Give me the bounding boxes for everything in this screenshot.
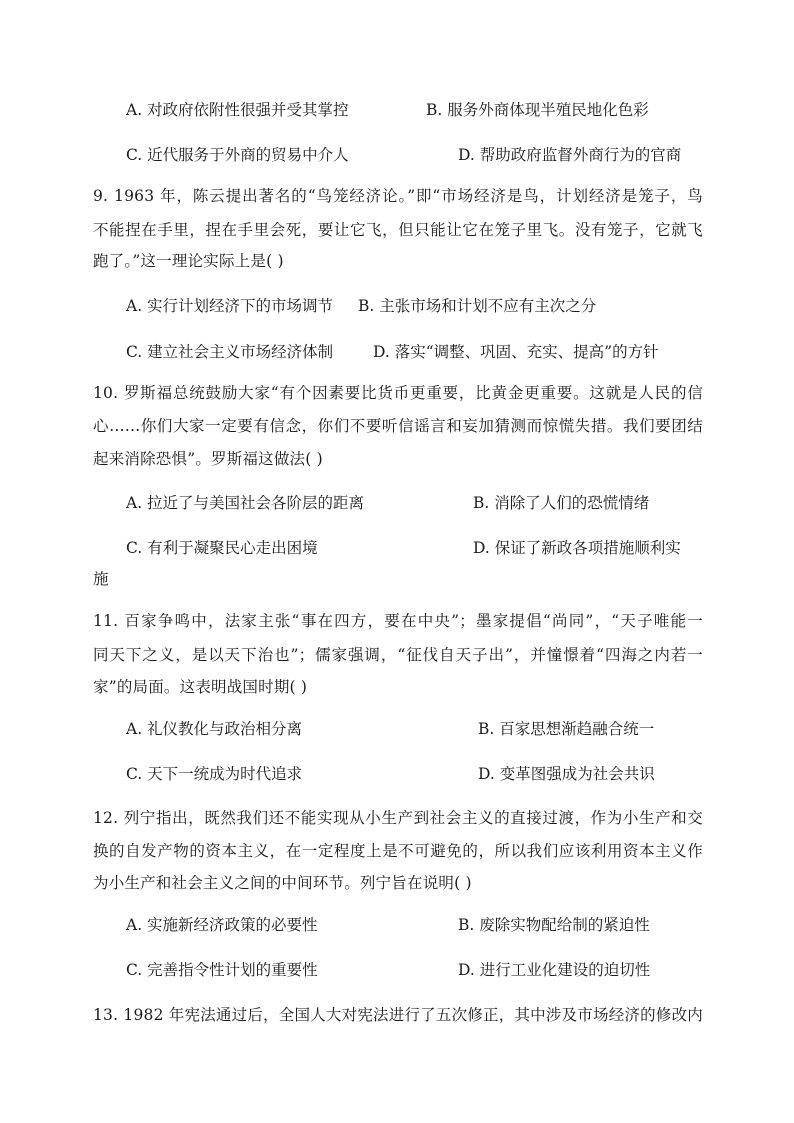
q10-stem-line-1: 10. 罗斯福总统鼓励大家“有个因素要比货币更重要，比黄金更重要。这就是人民的信 xyxy=(93,384,703,402)
q9-stem-line-3: 跑了。”这一理论实际上是( ) xyxy=(93,252,284,270)
q10-stem-line-2: 心……你们大家一定要有信念，你们不要听信谣言和妄加猜测而惊慌失措。我们要团结 xyxy=(93,417,703,435)
q10-option-a: A. 拉近了与美国社会各阶层的距离 xyxy=(126,494,365,512)
q10-stem-line-3: 起来消除恐惧”。罗斯福这做法( ) xyxy=(93,450,323,468)
q9-option-d: D. 落实“调整、巩固、充实、提高”的方针 xyxy=(373,343,659,361)
q11-option-c: C. 天下一统成为时代追求 xyxy=(126,765,303,783)
q10-option-c: C. 有利于凝聚民心走出困境 xyxy=(126,539,318,557)
q8-option-b: B. 服务外商体现半殖民地化色彩 xyxy=(426,101,649,119)
q11-stem-line-2: 同天下之义，是以天下治也”；儒家强调，“征伐自天子出”，并憧憬着“四海之内若一 xyxy=(93,646,703,664)
q8-option-c: C. 近代服务于外商的贸易中介人 xyxy=(126,146,349,164)
q12-option-c: C. 完善指令性计划的重要性 xyxy=(126,961,318,979)
q10-option-d: D. 保证了新政各项措施顺利实 xyxy=(473,539,681,557)
q12-stem-line-3: 为小生产和社会主义之间的中间环节。列宁旨在说明( ) xyxy=(93,874,472,892)
q8-option-a: A. 对政府依附性很强并受其掌控 xyxy=(126,101,349,119)
q13-stem-line-1: 13. 1982 年宪法通过后，全国人大对宪法进行了五次修正，其中涉及市场经济的修改内 xyxy=(93,1006,703,1024)
q11-stem-line-1: 11. 百家争鸣中，法家主张“事在四方，要在中央”；墨家提倡“尚同”，“天子唯能一 xyxy=(93,612,703,630)
q11-option-b: B. 百家思想渐趋融合统一 xyxy=(478,720,655,738)
q11-option-d: D. 变革图强成为社会共识 xyxy=(478,765,655,783)
q9-option-a: A. 实行计划经济下的市场调节 xyxy=(126,297,334,315)
q9-stem-line-1: 9. 1963 年，陈云提出著名的“鸟笼经济论。”即“市场经济是鸟，计划经济是笼子，鸟 xyxy=(93,187,703,205)
q12-option-d: D. 进行工业化建设的迫切性 xyxy=(458,961,651,979)
q11-stem-line-3: 家”的局面。这表明战国时期( ) xyxy=(93,678,308,696)
q10-option-d-continued: 施 xyxy=(93,570,109,588)
q9-stem-line-2: 不能捏在手里，捏在手里会死，要让它飞，但只能让它在笼子里飞。没有笼子，它就飞 xyxy=(93,221,703,239)
q8-option-d: D. 帮助政府监督外商行为的官商 xyxy=(458,146,682,164)
q9-option-c: C. 建立社会主义市场经济体制 xyxy=(126,343,334,361)
q10-option-b: B. 消除了人们的恐慌情绪 xyxy=(473,494,650,512)
q12-option-a: A. 实施新经济政策的必要性 xyxy=(126,916,318,934)
q9-option-b: B. 主张市场和计划不应有主次之分 xyxy=(358,297,597,315)
q12-option-b: B. 废除实物配给制的紧迫性 xyxy=(458,916,650,934)
q12-stem-line-2: 换的自发产物的资本主义，在一定程度上是不可避免的，所以我们应该利用资本主义作 xyxy=(93,842,703,860)
q11-option-a: A. 礼仪教化与政治相分离 xyxy=(126,720,303,738)
q12-stem-line-1: 12. 列宁指出，既然我们还不能实现从小生产到社会主义的直接过渡，作为小生产和交 xyxy=(93,809,703,827)
